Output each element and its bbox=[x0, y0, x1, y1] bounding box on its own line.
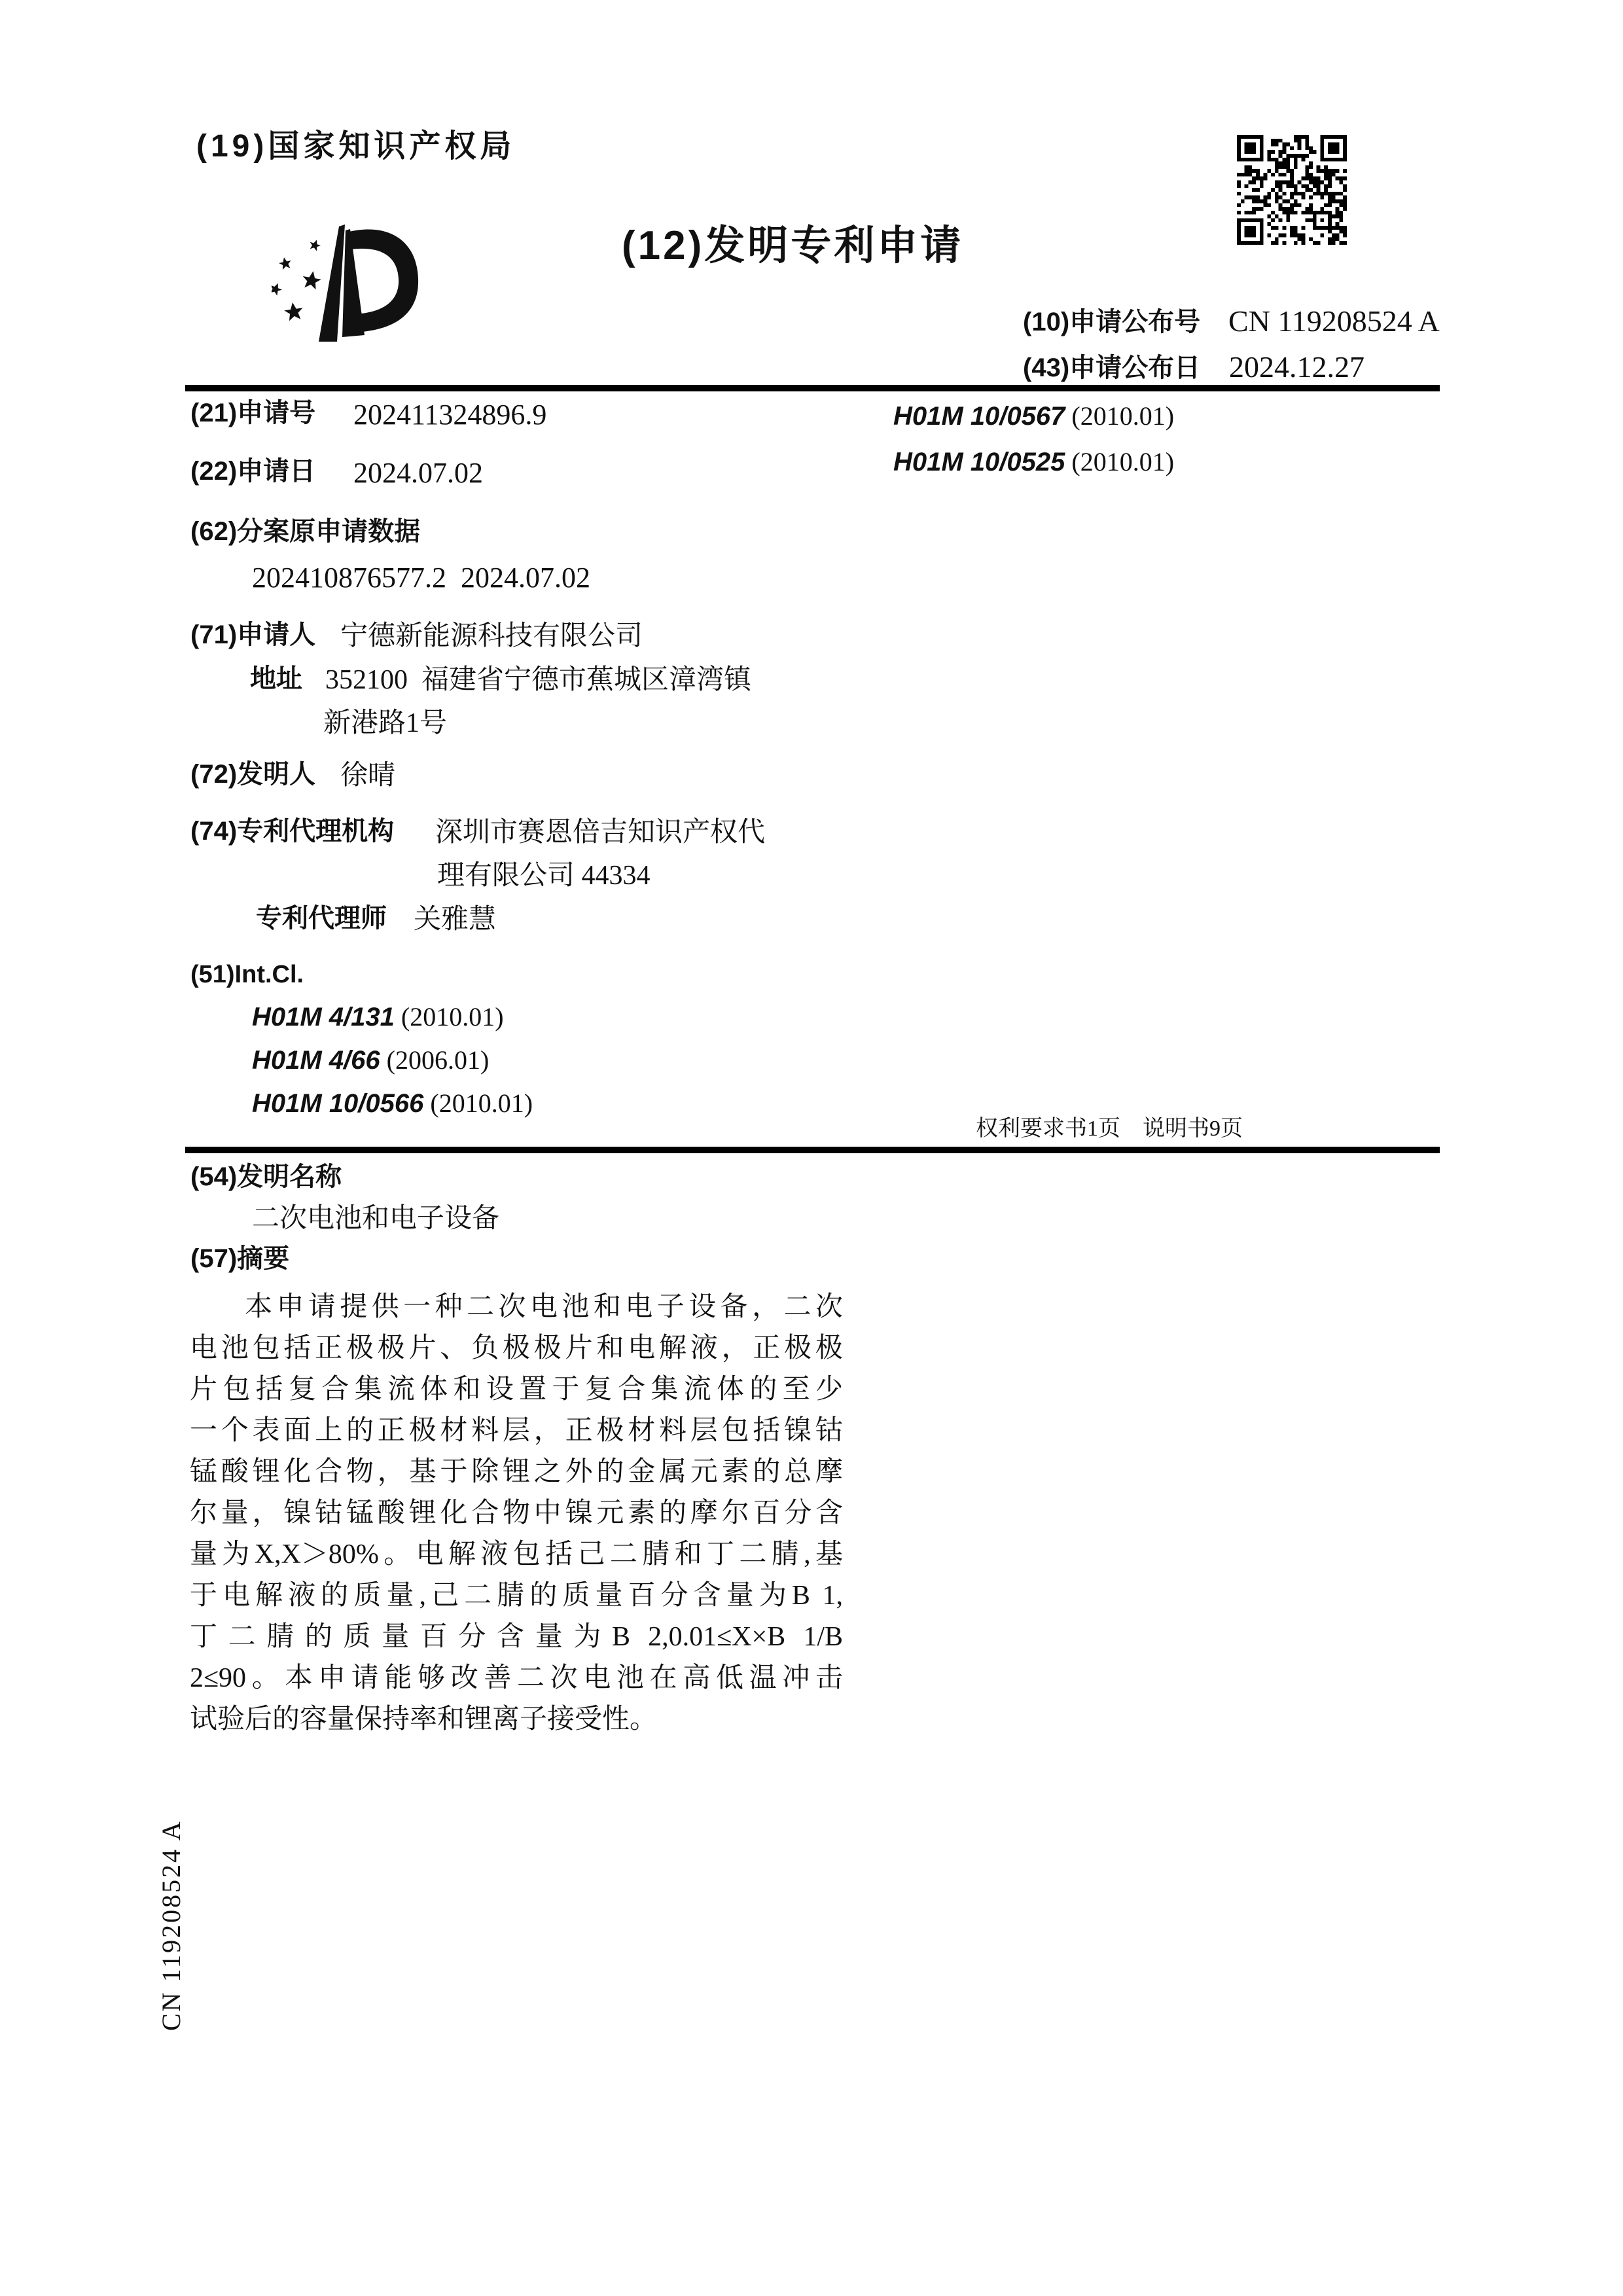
agent-label: 专利代理师 bbox=[256, 904, 387, 933]
int-cl-label: (51)Int.Cl. bbox=[190, 961, 304, 988]
section-divider-rule bbox=[185, 1147, 1440, 1153]
agency-name-line-1: 深圳市赛恩倍吉知识产权代 bbox=[435, 817, 766, 848]
address-label: 地址 bbox=[250, 664, 302, 693]
abstract-line: 尔量，镍钴锰酸锂化合物中镍元素的摩尔百分含 bbox=[190, 1498, 843, 1528]
ipc-version: (2010.01) bbox=[430, 1088, 533, 1118]
address-line-2: 新港路1号 bbox=[323, 708, 448, 738]
abstract-line: 于电解液的质量,己二腈的质量百分含量为B 1, bbox=[190, 1581, 843, 1611]
abstract-label: (57)摘要 bbox=[190, 1244, 290, 1273]
address-line-1: 352100 福建省宁德市蕉城区漳湾镇 bbox=[325, 665, 752, 695]
division-data-label: (62)分案原申请数据 bbox=[190, 517, 421, 546]
agent-name: 关雅慧 bbox=[414, 905, 497, 935]
application-number: 202411324896.9 bbox=[353, 399, 547, 431]
applicant-label: (71)申请人 bbox=[190, 620, 316, 649]
ipc-entry bbox=[252, 1090, 533, 1117]
ipc-code: H01M 4/131 bbox=[252, 1003, 395, 1031]
publication-date-label: (43)申请公布日 bbox=[1023, 353, 1201, 382]
application-number-label: (21)申请号 bbox=[190, 399, 316, 427]
agency-label: (74)专利代理机构 bbox=[190, 817, 395, 846]
header-divider-rule bbox=[185, 385, 1440, 391]
ipc-code: H01M 10/0567 bbox=[893, 402, 1065, 431]
patent-office-name: (19)国家知识产权局 bbox=[196, 129, 516, 164]
publication-date: 2024.12.27 bbox=[1229, 350, 1364, 384]
qr-code bbox=[1237, 135, 1347, 245]
abstract-line: 一个表面上的正极材料层，正极材料层包括镍钴 bbox=[190, 1416, 843, 1446]
ipc-version: (2010.01) bbox=[1071, 401, 1175, 431]
ipc-entry bbox=[252, 1004, 504, 1030]
division-data: 202410876577.2 2024.07.02 bbox=[252, 562, 590, 594]
publication-number: CN 119208524 A bbox=[1228, 304, 1440, 338]
ipc-entry bbox=[893, 403, 1174, 429]
abstract-line: 丁二腈的质量百分含量为B 2,0.01≤X×B 1/B bbox=[190, 1622, 843, 1652]
agency-name-line-2: 理有限公司 44334 bbox=[437, 861, 651, 891]
document-type-title: (12)发明专利申请 bbox=[622, 223, 964, 268]
abstract-line: 电池包括正极极片、负极极片和电解液，正极极 bbox=[190, 1333, 843, 1363]
cnipa-logo bbox=[272, 221, 422, 342]
invention-title-label: (54)发明名称 bbox=[190, 1162, 342, 1191]
ipc-version: (2010.01) bbox=[1071, 447, 1175, 476]
inventor-label: (72)发明人 bbox=[190, 760, 316, 789]
ipc-code: H01M 10/0525 bbox=[893, 448, 1065, 476]
abstract-line: 量为X,X＞80%。电解液包括己二腈和丁二腈,基 bbox=[190, 1539, 843, 1570]
side-publication-code: CN 119208524 A bbox=[156, 1820, 186, 2031]
abstract-line: 本申请提供一种二次电池和电子设备，二次 bbox=[245, 1292, 843, 1322]
pages-note: 权利要求书1页 说明书9页 bbox=[976, 1117, 1243, 1141]
ipc-version: (2006.01) bbox=[386, 1045, 490, 1075]
ipc-version: (2010.01) bbox=[401, 1002, 504, 1031]
abstract-line: 2≤90。本申请能够改善二次电池在高低温冲击 bbox=[190, 1663, 843, 1693]
application-date-label: (22)申请日 bbox=[190, 457, 316, 486]
ipc-code: H01M 10/0566 bbox=[252, 1089, 424, 1118]
applicant-name: 宁德新能源科技有限公司 bbox=[340, 621, 643, 651]
ipc-entry bbox=[252, 1047, 489, 1073]
application-date: 2024.07.02 bbox=[353, 457, 483, 489]
invention-title: 二次电池和电子设备 bbox=[252, 1204, 500, 1234]
ipc-code: H01M 4/66 bbox=[252, 1046, 380, 1075]
ipc-entry bbox=[893, 449, 1174, 475]
inventor-name: 徐晴 bbox=[340, 761, 396, 791]
abstract-line: 试验后的容量保持率和锂离子接受性。 bbox=[190, 1704, 658, 1734]
abstract-line: 片包括复合集流体和设置于复合集流体的至少 bbox=[190, 1374, 843, 1405]
abstract-line: 锰酸锂化合物，基于除锂之外的金属元素的总摩 bbox=[190, 1457, 843, 1487]
abstract-text bbox=[190, 1287, 843, 1740]
publication-number-label: (10)申请公布号 bbox=[1023, 308, 1201, 336]
